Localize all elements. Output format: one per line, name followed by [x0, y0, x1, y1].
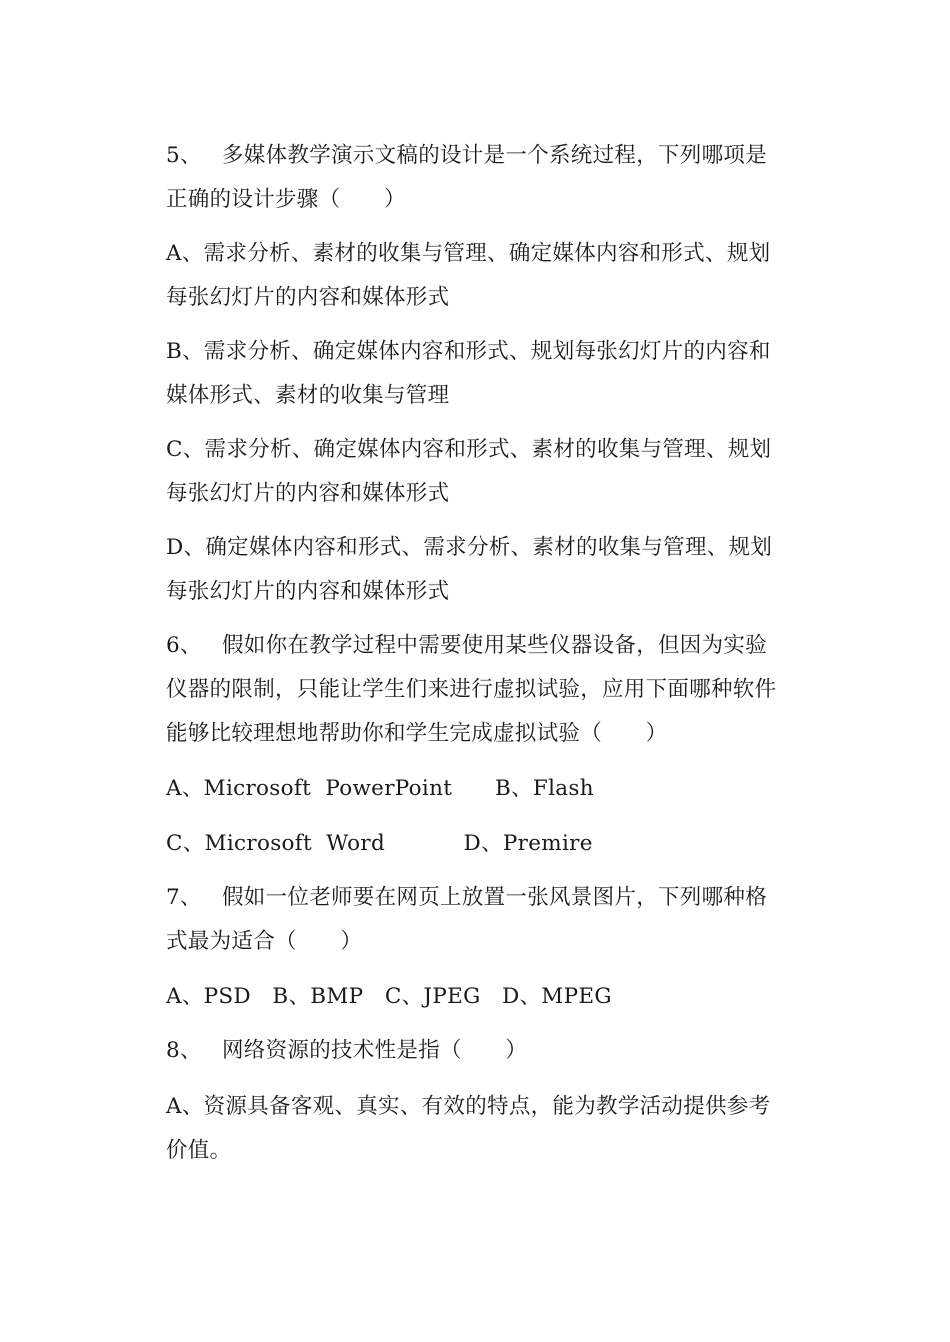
question-7-stem-line-2: 式最为适合（ ） [166, 929, 363, 954]
question-5-option-d-line-2: 每张幻灯片的内容和媒体形式 [166, 579, 450, 604]
question-5-option-c-line-1: C、需求分析、确定媒体内容和形式、素材的收集与管理、规划 [166, 437, 772, 462]
question-stem-text: 假如一位老师要在网页上放置一张风景图片，下列哪种格 [222, 885, 768, 910]
question-5-stem-line-1 [166, 142, 806, 170]
question-number: 8、 [166, 1038, 202, 1063]
question-number: 6、 [166, 633, 202, 658]
question-5-option-b-line-1: B、需求分析、确定媒体内容和形式、规划每张幻灯片的内容和 [166, 339, 771, 364]
question-8-stem-line-1 [166, 1037, 806, 1065]
question-6-stem-line-1 [166, 632, 806, 660]
question-stem-text: 网络资源的技术性是指（ ） [222, 1038, 528, 1063]
question-stem-text: 多媒体教学演示文稿的设计是一个系统过程，下列哪项是 [222, 143, 768, 168]
question-6-stem-line-2: 仪器的限制，只能让学生们来进行虚拟试验，应用下面哪种软件 [166, 677, 777, 702]
question-5-option-d-line-1: D、确定媒体内容和形式、需求分析、素材的收集与管理、规划 [166, 535, 773, 560]
question-5-option-c-line-2: 每张幻灯片的内容和媒体形式 [166, 481, 450, 506]
question-7-options-row: A、PSD B、BMP C、JPEG D、MPEG [166, 984, 612, 1009]
question-8-option-a-line-1: A、资源具备客观、真实、有效的特点，能为教学活动提供参考 [166, 1094, 771, 1119]
question-6-options-row-2: C、Microsoft Word D、Premire [166, 831, 593, 856]
question-5-option-a-line-2: 每张幻灯片的内容和媒体形式 [166, 285, 450, 310]
question-number: 5、 [166, 143, 202, 168]
question-5-option-b-line-2: 媒体形式、素材的收集与管理 [166, 383, 450, 408]
question-6-stem-line-3: 能够比较理想地帮助你和学生完成虚拟试验（ ） [166, 721, 668, 746]
question-8-option-a-line-2: 价值。 [166, 1138, 232, 1163]
question-5-stem-line-2: 正确的设计步骤（ ） [166, 187, 406, 212]
question-number: 7、 [166, 885, 202, 910]
question-stem-text: 假如你在教学过程中需要使用某些仪器设备，但因为实验 [222, 633, 768, 658]
question-6-options-row-1: A、Microsoft PowerPoint B、Flash [166, 776, 594, 801]
question-5-option-a-line-1: A、需求分析、素材的收集与管理、确定媒体内容和形式、规划 [166, 241, 771, 266]
question-7-stem-line-1 [166, 884, 806, 912]
